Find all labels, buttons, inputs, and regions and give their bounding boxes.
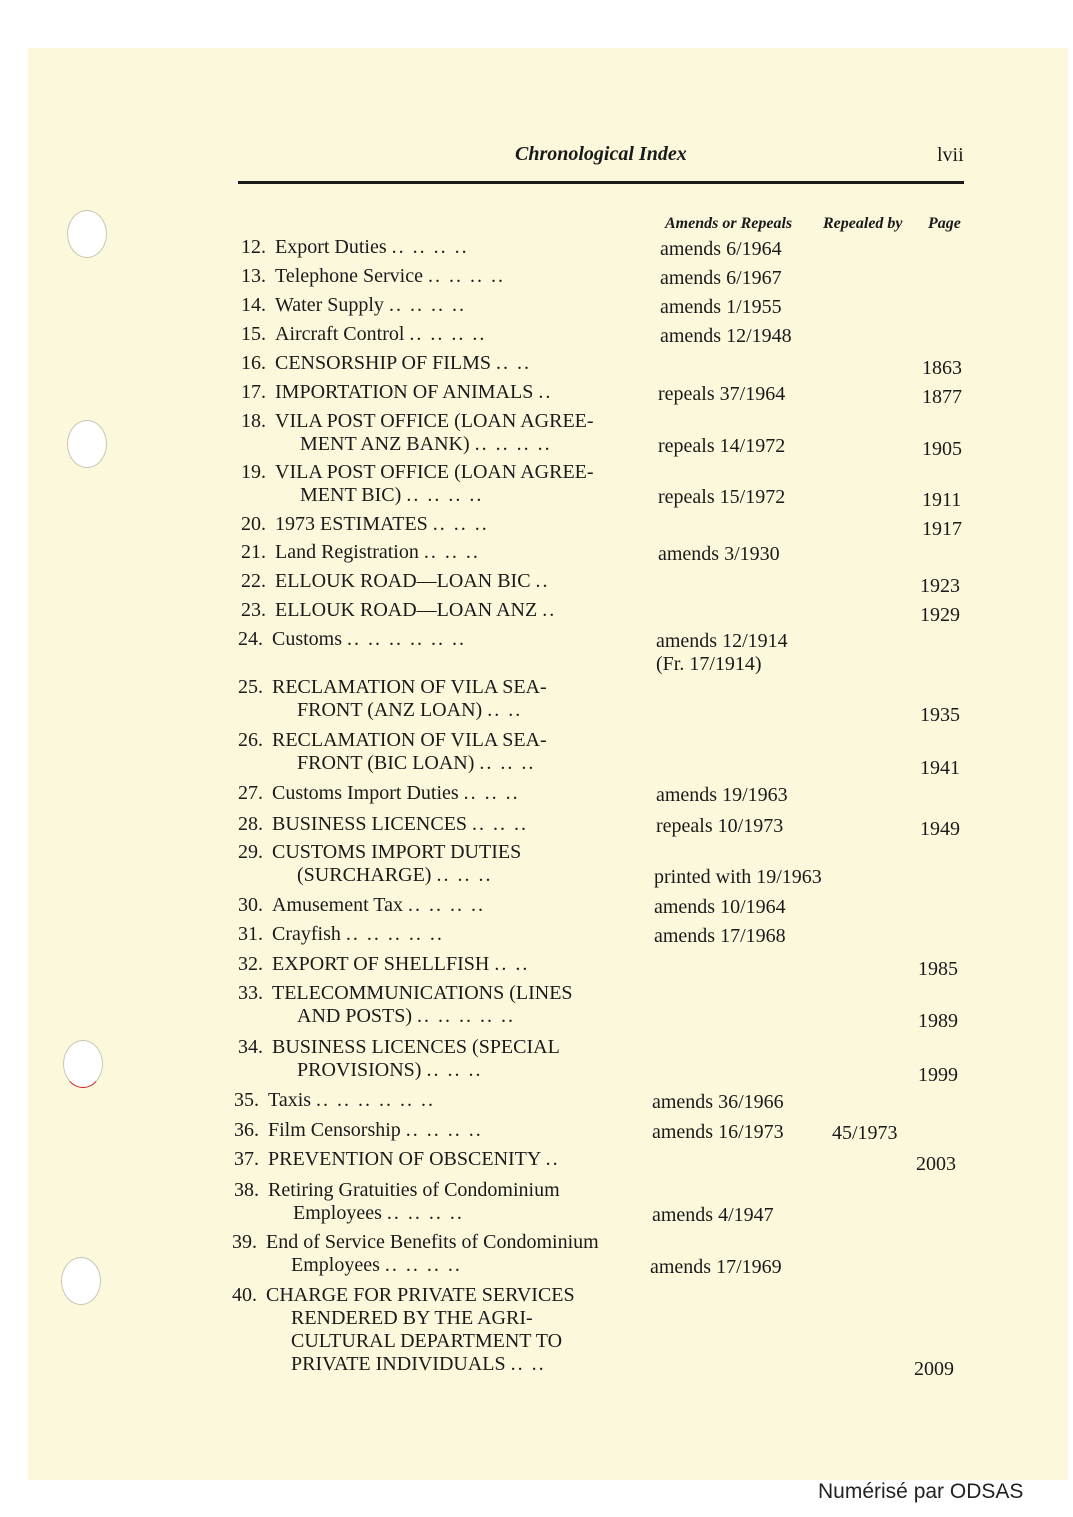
leader-dots: .. .. .. ..: [408, 894, 485, 916]
entry-title-line: [275, 352, 531, 375]
entry-amends-or-repeals: [660, 325, 792, 348]
column-header-amends-or-repeals: Amends or Repeals: [665, 215, 793, 232]
entry-page-number: 1941: [920, 757, 960, 779]
entry-title-line: [272, 864, 521, 887]
entry-number: 33.: [238, 982, 263, 1004]
entry-title-text: EXPORT OF SHELLFISH: [272, 953, 490, 975]
entry-amends-or-repeals: [654, 896, 786, 919]
entry-title-text: BUSINESS LICENCES (SPECIAL: [272, 1036, 560, 1058]
leader-dots: ..: [535, 570, 550, 592]
entry-title-text: End of Service Benefits of Condominium: [266, 1231, 599, 1253]
amends-text: amends 6/1964: [660, 238, 782, 260]
entry-title-text: Water Supply: [275, 294, 384, 316]
amends-text: amends 17/1968: [654, 925, 786, 947]
entry-title-line: [266, 1231, 599, 1254]
entry-page-number: 2003: [916, 1153, 956, 1175]
leader-dots: .. ..: [487, 699, 523, 721]
entry-title-text: CULTURAL DEPARTMENT TO: [291, 1330, 563, 1352]
entry-title: [275, 599, 556, 622]
leader-dots: .. .. .. ..: [388, 294, 466, 316]
entry-title-line: [268, 1089, 435, 1112]
entry-title-line: [275, 599, 556, 622]
leader-dots: .. .. .. ..: [409, 323, 487, 345]
amends-text: repeals 10/1973: [656, 815, 784, 837]
entry-amends-or-repeals: [650, 1256, 782, 1279]
entry-title: [275, 461, 594, 507]
entry-title-text: Amusement Tax: [272, 894, 403, 916]
entry-title-text: Retiring Gratuities of Condominium: [268, 1179, 560, 1201]
entry-title-text: IMPORTATION OF ANIMALS: [275, 381, 534, 403]
entry-title-line: [272, 729, 547, 752]
leader-dots: .. .. .. ..: [474, 433, 552, 455]
entry-title-text: (SURCHARGE): [297, 864, 432, 886]
leader-dots: .. ..: [496, 352, 531, 374]
entry-number: 40.: [232, 1284, 257, 1306]
leader-dots: .. .. .. ..: [391, 236, 469, 258]
leader-dots: ..: [538, 381, 553, 403]
entry-title-line: [272, 782, 520, 805]
binder-hole-3: [63, 1040, 103, 1088]
entry-title: [266, 1231, 599, 1277]
entry-title: [275, 381, 552, 404]
amends-text: amends 3/1930: [658, 543, 780, 565]
running-head-title: Chronological Index: [515, 143, 687, 165]
entry-title: [275, 541, 480, 564]
entry-title: [272, 676, 547, 722]
leader-dots: .. .. .. ..: [386, 1202, 464, 1224]
entry-title-line: [272, 628, 466, 651]
entry-amends-or-repeals: [652, 1091, 784, 1114]
entry-title: [275, 236, 469, 259]
leader-dots: .. .. ..: [436, 864, 493, 886]
entry-title-text: Employees: [293, 1202, 382, 1224]
entry-number: 36.: [234, 1119, 259, 1141]
entry-amends-or-repeals: [652, 1121, 784, 1144]
entry-title-line: [268, 1148, 560, 1171]
entry-title-line: [275, 410, 594, 433]
entry-title-line: [268, 1202, 560, 1225]
entry-page-number: 1863: [922, 357, 962, 379]
entry-title-line: [275, 433, 594, 456]
entry-number: 28.: [238, 813, 263, 835]
entry-title: [272, 729, 547, 775]
entry-page-number: 1911: [922, 489, 962, 511]
entry-title-text: FRONT (BIC LOAN): [297, 752, 475, 774]
entry-amends-or-repeals: [658, 543, 780, 566]
entry-page-number: 1917: [922, 518, 962, 540]
entry-number: 32.: [238, 953, 263, 975]
entry-title-line: [266, 1307, 575, 1330]
entry-title: [268, 1179, 560, 1225]
amends-text: amends 1/1955: [660, 296, 782, 318]
amends-text: amends 12/1948: [660, 325, 792, 347]
entry-title-line: [275, 461, 594, 484]
leader-dots: ..: [545, 1148, 560, 1170]
entry-amends-or-repeals: [658, 486, 785, 509]
entry-title-text: PRIVATE INDIVIDUALS: [291, 1353, 506, 1375]
entry-title-line: [275, 323, 486, 346]
entry-title-line: [272, 894, 485, 917]
entry-number: 37.: [234, 1148, 259, 1170]
entry-repealed-by: 45/1973: [832, 1122, 898, 1144]
leader-dots: .. .. ..: [472, 813, 529, 835]
entry-page-number: 1999: [918, 1064, 958, 1086]
amends-text: amends 16/1973: [652, 1121, 784, 1143]
entry-title-line: [266, 1284, 575, 1307]
entry-page-number: 1905: [922, 438, 962, 460]
entry-amends-or-repeals: [660, 238, 782, 261]
entry-page-number: 1929: [920, 604, 960, 626]
digitization-credit: Numérisé par ODSAS: [818, 1480, 1024, 1503]
entry-amends-or-repeals: [654, 866, 822, 889]
entry-amends-or-repeals: [656, 784, 788, 807]
entry-title: [275, 323, 486, 346]
entry-title-text: CHARGE FOR PRIVATE SERVICES: [266, 1284, 575, 1306]
binder-hole-1: [67, 210, 107, 258]
entry-title-text: TELECOMMUNICATIONS (LINES: [272, 982, 573, 1004]
entry-title-line: [272, 1059, 560, 1082]
amends-text: amends 4/1947: [652, 1204, 774, 1226]
entry-number: 27.: [238, 782, 263, 804]
entry-title-line: [266, 1353, 575, 1376]
entry-title: [272, 813, 528, 836]
entry-title-text: RECLAMATION OF VILA SEA-: [272, 676, 547, 698]
entry-title-line: [266, 1330, 575, 1353]
leader-dots: .. .. ..: [463, 782, 520, 804]
amends-text: amends 17/1969: [650, 1256, 782, 1278]
leader-dots: .. .. .. ..: [406, 484, 484, 506]
entry-title-text: BUSINESS LICENCES: [272, 813, 468, 835]
entry-number: 29.: [238, 841, 263, 863]
amends-text: repeals 14/1972: [658, 435, 786, 457]
amends-text: repeals 15/1972: [658, 486, 786, 508]
leader-dots: .. .. .. .. .. ..: [347, 628, 467, 650]
leader-dots: .. .. .. ..: [384, 1254, 462, 1276]
entry-number: 15.: [241, 323, 266, 345]
entry-title-line: [272, 1005, 573, 1028]
entry-amends-or-repeals: [656, 630, 788, 676]
entry-title: [275, 265, 505, 288]
entry-title-line: [275, 265, 505, 288]
entry-title: [272, 982, 573, 1028]
entry-number: 31.: [238, 923, 263, 945]
entry-title-line: [266, 1254, 599, 1277]
entry-title-text: ELLOUK ROAD—LOAN ANZ: [275, 599, 538, 621]
entry-number: 30.: [238, 894, 263, 916]
entry-title: [272, 841, 521, 887]
amends-text: amends 12/1914: [656, 630, 788, 652]
entry-title-line: [275, 570, 550, 593]
entry-title: [272, 628, 466, 651]
binder-hole-4: [61, 1257, 101, 1305]
entry-title-text: Taxis: [268, 1089, 312, 1111]
entry-page-number: 1985: [918, 958, 958, 980]
entry-title-line: [268, 1179, 560, 1202]
entry-title-line: [272, 923, 444, 946]
entry-title: [268, 1089, 435, 1112]
entry-title: [272, 894, 485, 917]
entry-title-text: VILA POST OFFICE (LOAN AGREE-: [275, 410, 594, 432]
entry-page-number: 1877: [922, 386, 962, 408]
entry-title: [268, 1148, 560, 1171]
entry-title-text: Telephone Service: [275, 265, 423, 287]
entry-amends-or-repeals: [654, 925, 786, 948]
leader-dots: .. .. ..: [426, 1059, 483, 1081]
amends-text: repeals 37/1964: [658, 383, 786, 405]
amends-text: amends 19/1963: [656, 784, 788, 806]
running-head-page-number: lvii: [937, 144, 964, 166]
entry-title-line: [272, 699, 547, 722]
entry-title-line: [272, 676, 547, 699]
leader-dots: .. ..: [510, 1353, 546, 1375]
entry-title-line: [275, 513, 489, 536]
entry-page-number: 2009: [914, 1358, 954, 1380]
entry-number: 19.: [241, 461, 266, 483]
entry-number: 23.: [241, 599, 266, 621]
entry-number: 39.: [232, 1231, 257, 1253]
entry-title: [275, 410, 594, 456]
entry-title-text: MENT BIC): [300, 484, 402, 506]
leader-dots: .. ..: [494, 953, 530, 975]
entry-amends-or-repeals: [656, 815, 783, 838]
entry-title: [272, 923, 444, 946]
amends-text: amends 10/1964: [654, 896, 786, 918]
entry-title: [272, 1036, 560, 1082]
entry-number: 22.: [241, 570, 266, 592]
leader-dots: .. .. ..: [479, 752, 536, 774]
entry-title: [275, 513, 489, 536]
entry-number: 38.: [234, 1179, 259, 1201]
header-rule: [238, 181, 964, 184]
entry-title: [275, 352, 531, 375]
entry-title-text: CUSTOMS IMPORT DUTIES: [272, 841, 522, 863]
binder-hole-2: [67, 420, 107, 468]
entry-title-line: [272, 813, 528, 836]
entry-title: [266, 1284, 575, 1376]
amends-text: printed with 19/1963: [654, 866, 822, 888]
entry-title-text: Customs: [272, 628, 343, 650]
entry-number: 20.: [241, 513, 266, 535]
entry-number: 16.: [241, 352, 266, 374]
entry-title: [275, 294, 466, 317]
entry-title-text: Film Censorship: [268, 1119, 401, 1141]
entry-title-line: [275, 484, 594, 507]
leader-dots: .. .. .. ..: [427, 265, 505, 287]
entry-title-text: ELLOUK ROAD—LOAN BIC: [275, 570, 531, 592]
entry-title-text: Land Registration: [275, 541, 419, 563]
entry-title-line: [272, 841, 521, 864]
entry-number: 12.: [241, 236, 266, 258]
leader-dots: .. .. .. ..: [405, 1119, 483, 1141]
entry-title-line: [272, 953, 529, 976]
entry-title-text: Employees: [291, 1254, 380, 1276]
entry-number: 18.: [241, 410, 266, 432]
leader-dots: .. .. .. .. .. ..: [316, 1089, 436, 1111]
entry-number: 17.: [241, 381, 266, 403]
entry-title-line: [272, 982, 573, 1005]
entry-amends-or-repeals: [658, 435, 785, 458]
entry-title-line: [275, 381, 552, 404]
entry-title: [275, 570, 550, 593]
entry-number: 35.: [234, 1089, 259, 1111]
entry-title-text: MENT ANZ BANK): [300, 433, 470, 455]
entry-title-text: PREVENTION OF OBSCENITY: [268, 1148, 541, 1170]
entry-page-number: 1989: [918, 1010, 958, 1032]
entry-number: 24.: [238, 628, 263, 650]
entry-number: 25.: [238, 676, 263, 698]
entry-title-text: AND POSTS): [297, 1005, 413, 1027]
amends-text: amends 6/1967: [660, 267, 782, 289]
entry-number: 14.: [241, 294, 266, 316]
leader-dots: .. .. .. .. ..: [345, 923, 444, 945]
entry-amends-or-repeals: [658, 383, 785, 406]
entry-page-number: 1923: [920, 575, 960, 597]
entry-title: [272, 782, 520, 805]
column-header-page: Page: [928, 215, 961, 232]
leader-dots: .. .. .. .. ..: [417, 1005, 516, 1027]
entry-title-text: CENSORSHIP OF FILMS: [275, 352, 491, 374]
leader-dots: ..: [542, 599, 557, 621]
entry-title-text: 1973 ESTIMATES: [275, 513, 428, 535]
entry-title-text: Customs Import Duties: [272, 782, 459, 804]
entry-title-text: RENDERED BY THE AGRI-: [291, 1307, 533, 1329]
leader-dots: .. .. ..: [423, 541, 480, 563]
entry-title-line: [275, 541, 480, 564]
entry-amends-or-repeals: [660, 296, 782, 319]
leader-dots: .. .. ..: [432, 513, 489, 535]
entry-title-text: PROVISIONS): [297, 1059, 422, 1081]
entry-title-line: [275, 294, 466, 317]
entry-title-line: [268, 1119, 483, 1142]
entry-title-text: RECLAMATION OF VILA SEA-: [272, 729, 547, 751]
entry-title-line: [275, 236, 469, 259]
entry-title-text: Export Duties: [275, 236, 387, 258]
entry-amends-or-repeals: [660, 267, 782, 290]
entry-title: [268, 1119, 483, 1142]
entry-number: 26.: [238, 729, 263, 751]
entry-page-number: 1949: [920, 818, 960, 840]
column-header-repealed-by: Repealed by: [823, 215, 903, 232]
entry-page-number: 1935: [920, 704, 960, 726]
entry-number: 21.: [241, 541, 266, 563]
entry-title: [272, 953, 529, 976]
entry-title-line: [272, 1036, 560, 1059]
entry-title-text: Crayfish: [272, 923, 341, 945]
entry-title-line: [272, 752, 547, 775]
amends-text: (Fr. 17/1914): [656, 653, 762, 675]
entry-number: 34.: [238, 1036, 263, 1058]
entry-title-text: Aircraft Control: [275, 323, 405, 345]
entry-number: 13.: [241, 265, 266, 287]
entry-title-text: VILA POST OFFICE (LOAN AGREE-: [275, 461, 594, 483]
entry-title-text: FRONT (ANZ LOAN): [297, 699, 483, 721]
amends-text: amends 36/1966: [652, 1091, 784, 1113]
entry-amends-or-repeals: [652, 1204, 774, 1227]
